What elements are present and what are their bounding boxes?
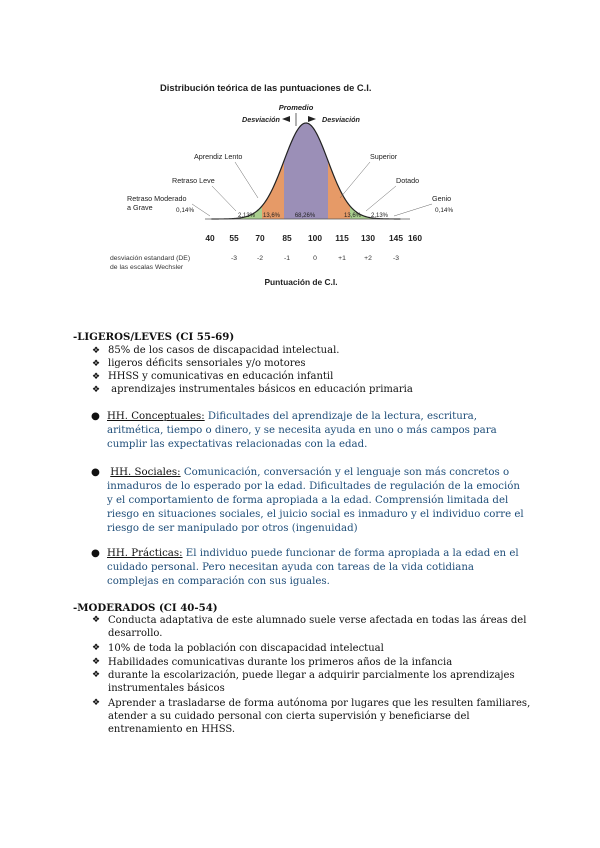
figure-title: Distribución teórica de las puntuaciones de C.I. xyxy=(160,82,372,93)
list-item-text: Aprender a trasladarse de forma autónoma por lugares que les resulten familiares, atender a su cuidado personal con cierta supervisión y beneficiarse del entrenamiento en HHSS. xyxy=(108,698,531,736)
diamond-bullet-icon: ❖ xyxy=(92,372,101,382)
desviacion-left-label: Desviación xyxy=(242,115,280,124)
label-hh-practicas: HH. Prácticas: xyxy=(107,548,183,559)
dot-bullet-icon: ● xyxy=(91,548,100,559)
score-tick-label: 130 xyxy=(361,233,375,243)
list-item-text: ligeros déficits sensoriales y/o motores xyxy=(108,358,306,369)
label-superior: Superior xyxy=(370,152,398,161)
score-tick-label: 55 xyxy=(229,233,239,243)
diamond-bullet-icon: ❖ xyxy=(92,670,101,680)
list-item xyxy=(92,614,532,640)
sd-tick-label: +2 xyxy=(364,255,372,262)
label-hh-sociales: HH. Sociales: xyxy=(110,467,181,478)
score-tick-label: 70 xyxy=(255,233,265,243)
paragraph-practicas xyxy=(91,547,525,589)
score-tick-label: 115 xyxy=(335,233,349,243)
list-item-text: 85% de los casos de discapacidad intelectual. xyxy=(108,345,340,356)
pct-136-right: 13,6% xyxy=(344,213,362,219)
list-item xyxy=(92,697,532,737)
score-tick-labels xyxy=(205,233,422,243)
list-item-text: Conducta adaptativa de este alumnado suele verse afectada en todas las áreas del desarrollo. xyxy=(108,615,527,640)
sd-tick-label: -3 xyxy=(230,255,238,262)
leader-superior xyxy=(340,162,370,198)
list-item xyxy=(92,344,532,358)
score-tick-label: 100 xyxy=(308,233,322,243)
sd-tick-label: 0 xyxy=(313,255,317,262)
pct-213-right: 2,13% xyxy=(371,213,389,219)
sd-tick-labels xyxy=(231,255,399,262)
list-item-text: durante la escolarización, puede llegar a adquirir parcialmente los aprendizajes instrumentales básicos xyxy=(108,670,515,695)
score-tick-label: 85 xyxy=(282,233,292,243)
iq-distribution-figure xyxy=(110,70,490,300)
list-item-text: 10% de toda la población con discapacidad intelectual xyxy=(108,643,384,654)
dot-bullet-icon: ● xyxy=(91,467,100,478)
list-item xyxy=(92,669,532,695)
desviacion-right-label: Desviación xyxy=(322,115,360,124)
diamond-bullet-icon: ❖ xyxy=(92,615,101,625)
diamond-bullet-icon: ❖ xyxy=(92,359,101,369)
list-item xyxy=(92,383,532,397)
pct-136-left: 13,6% xyxy=(263,213,281,219)
pct-014-left: 0,14% xyxy=(176,207,195,214)
text-hh-practicas: El individuo puede funcionar de forma apropiada a la edad en el cuidado personal. Pero necesitan ayuda con tareas de la vida cotidiana complejas en comparación con sus iguales. xyxy=(107,548,519,587)
diamond-bullet-icon: ❖ xyxy=(92,698,101,708)
diamond-bullet-icon: ❖ xyxy=(92,643,101,653)
label-hh-conceptuales: HH. Conceptuales: xyxy=(107,411,205,422)
list-item-text: HHSS y comunicativas en educación infantil xyxy=(108,371,334,382)
arrow-left-icon xyxy=(282,116,290,122)
pct-213-left: 2,13% xyxy=(238,213,256,219)
dot-bullet-icon: ● xyxy=(91,411,100,422)
sd-tick-label: -3 xyxy=(392,255,400,262)
sd-label-2: de las escalas Wechsler xyxy=(110,264,184,271)
leader-dotado xyxy=(366,186,396,211)
region-center xyxy=(284,123,328,219)
score-tick-label: 160 xyxy=(408,233,422,243)
list-item xyxy=(92,357,532,371)
pct-014-right: 0,14% xyxy=(435,207,454,214)
sd-tick-label: -2 xyxy=(256,255,264,262)
text-hh-conceptuales: Dificultades del aprendizaje de la lectura, escritura, aritmética, tiempo o dinero, y se necesita ayuda en uno o más campos para cumplir las expectativas relacionadas con la edad. xyxy=(107,411,497,450)
label-aprendiz-lento: Aprendiz Lento xyxy=(194,152,243,161)
pct-6826: 68,26% xyxy=(294,213,316,219)
leader-genio xyxy=(394,204,432,216)
section-heading-ligeros: -LIGEROS/LEVES (CI 55-69) xyxy=(73,331,235,343)
sd-tick-label: -1 xyxy=(283,255,291,262)
sd-label-1: desviación estandard (DE) xyxy=(110,255,191,262)
list-item-text: aprendizajes instrumentales básicos en educación primaria xyxy=(108,384,413,395)
label-dotado: Dotado xyxy=(396,176,420,185)
arrow-right-icon xyxy=(308,116,316,122)
section-heading-moderados: -MODERADOS (CI 40-54) xyxy=(73,602,218,614)
list-item xyxy=(92,656,532,669)
score-tick-label: 145 xyxy=(389,233,403,243)
diamond-bullet-icon: ❖ xyxy=(92,385,101,395)
label-retraso-moderado-2: a Grave xyxy=(127,203,153,212)
sd-tick-label: +1 xyxy=(338,255,346,262)
list-item-text: Habilidades comunicativas durante los primeros años de la infancia xyxy=(108,657,453,668)
promedio-label: Promedio xyxy=(278,103,314,112)
diamond-bullet-icon: ❖ xyxy=(92,346,101,356)
leader-aprendiz-lento xyxy=(235,162,258,198)
list-item xyxy=(92,370,532,384)
list-item xyxy=(92,642,532,655)
leader-retraso-leve xyxy=(212,186,236,211)
diamond-bullet-icon: ❖ xyxy=(92,657,101,667)
text-hh-sociales: Comunicación, conversación y el lenguaje son más concretos o inmaduros de lo esperado por la edad. Dificultades de regulación de la emoción y el comportamiento de forma apropiada a la edad. Comprensión limitada del riesgo en situaciones sociales, el juicio social es inmaduro y el individuo corre el riesgo de ser manipulado por otros (ingenuidad) xyxy=(107,467,524,534)
label-genio: Genio xyxy=(432,194,452,203)
label-retraso-leve: Retraso Leve xyxy=(172,176,215,185)
paragraph-conceptuales xyxy=(91,410,525,452)
score-tick-label: 40 xyxy=(205,233,215,243)
label-retraso-moderado-1: Retraso Moderado xyxy=(127,194,187,203)
leader-retraso-moderado xyxy=(192,204,210,216)
paragraph-sociales xyxy=(91,466,525,536)
x-axis-label: Puntuación de C.I. xyxy=(264,277,338,287)
